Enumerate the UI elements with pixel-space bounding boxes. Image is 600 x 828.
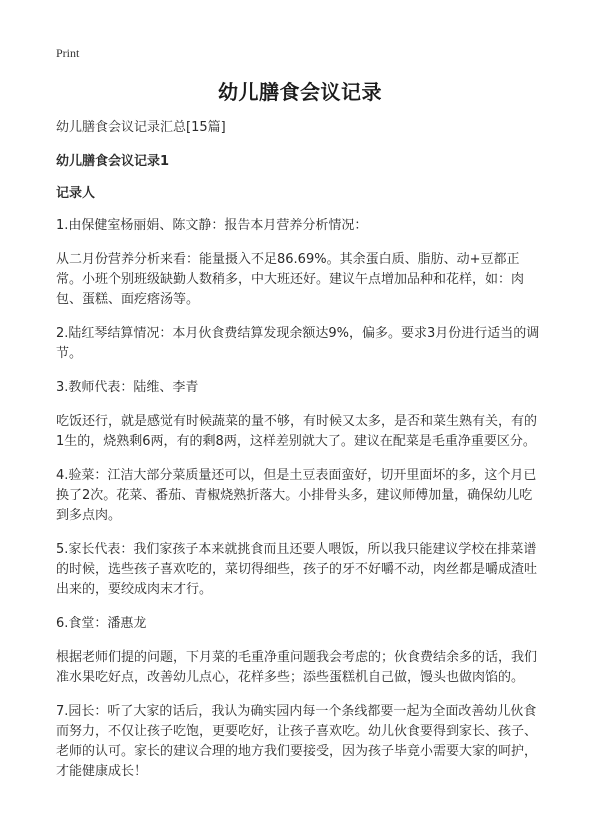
paragraph-7: 5.家长代表：我们家孩子本来就挑食而且还要人喂饭，所以我只能建议学校在排菜谱的时候，选些孩子喜欢吃的，菜切得细些，孩子的牙不好嚼不动，肉丝都是嚼成渣吐出来的，要绞成肉末才行。: [56, 542, 538, 597]
paragraph-8: 6.食堂：潘惠龙: [56, 616, 147, 631]
paragraph-10: 7.园长：听了大家的话后，我认为确实园内每一个条线都要一起为全面改善幼儿伙食而努力，不仅让孩子吃饱，更要吃好，让孩子喜欢吃。幼儿伙食要得到家长、孩子、老师的认可。家长的建议合理的地方我们要接受，因为孩子毕竟小需要大家的呵护，才能健康成长！: [56, 704, 538, 779]
paragraph-2: 从二月份营养分析来看：能量摄入不足86.69%。其余蛋白质、脂肪、动+豆都正常。小班个别班级缺勤人数稍多，中大班还好。建议午点增加品种和花样，如：肉包、蛋糕、面疙瘩汤等。: [56, 252, 525, 307]
paragraph-6: 4.验菜：江洁大部分菜质量还可以，但是土豆表面蛮好，切开里面坏的多，这个月已换了2次。花菜、番茄、青椒烧熟折落大。小排骨头多，建议师傅加量，确保幼儿吃到多点肉。: [56, 468, 537, 523]
print-label: Print: [56, 46, 80, 60]
paragraph-4: 3.教师代表：陆维、李青: [56, 380, 199, 395]
page-title: 幼儿膳食会议记录: [218, 80, 382, 104]
paragraph-3: 2.陆红琴结算情况：本月伙食费结算发现余额达9%，偏多。要求3月份进行适当的调节。: [56, 326, 540, 361]
section-subheading: 记录人: [56, 186, 96, 201]
paragraph-9: 根据老师们提的问题，下月菜的毛重净重问题我会考虑的；伙食费结余多的话，我们准水果吃好点，改善幼儿点心，花样多些；添些蛋糕机自己做，馒头也做肉馅的。: [56, 650, 538, 685]
section-title: 幼儿膳食会议记录1: [56, 154, 170, 169]
paragraph-1: 1.由保健室杨丽娟、陈文静：报告本月营养分析情况：: [56, 218, 368, 233]
document-subtitle: 幼儿膳食会议记录汇总[15篇]: [56, 120, 226, 135]
document-body: [56, 118, 542, 796]
paragraph-5: 吃饭还行，就是感觉有时候蔬菜的量不够，有时候又太多，是否和菜生熟有关，有的1生的，烧熟剩6两，有的剩8两，这样差别就大了。建议在配菜是毛重净重要区分。: [56, 414, 538, 449]
